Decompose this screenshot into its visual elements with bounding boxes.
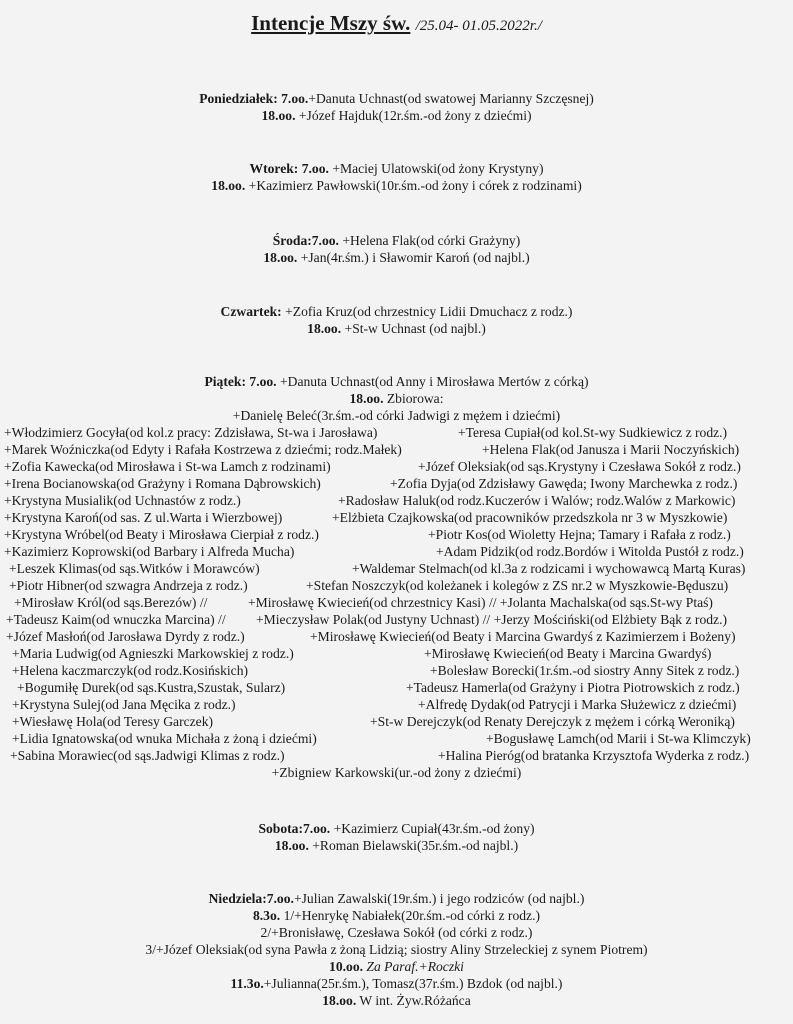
- friday-left-item: +Krystyna Sulej(od Jana Męcika z rodz.): [12, 697, 236, 712]
- sunday-time-2: 8.3o.: [252, 908, 281, 923]
- thursday-line-2: [0, 320, 793, 337]
- friday-left-item: +Tadeusz Kaim(od wnuczka Marcina) //: [6, 612, 226, 627]
- friday-left-item: +Leszek Klimas(od sąs.Witków i Morawców): [9, 561, 260, 576]
- friday-left-item: +Maria Ludwig(od Agnieszki Markowskiej z rodz.): [12, 646, 294, 661]
- friday-right-item: +Bolesław Borecki(1r.śm.-od siostry Anny Sitek z rodz.): [430, 663, 740, 678]
- friday-time-2: 18.oo.: [349, 391, 384, 406]
- saturday-intention-1: +Kazimierz Cupiał(43r.śm.-od żony): [330, 821, 535, 836]
- thursday-day: Czwartek:: [220, 304, 282, 319]
- friday-line-2: [0, 390, 793, 407]
- friday-collective-last: +Zbigniew Karkowski(ur.-od żony z dziećmi): [271, 765, 522, 780]
- saturday-time-2: 18.oo.: [274, 838, 309, 853]
- monday-line-1: [0, 90, 793, 107]
- tuesday-intention-1: +Maciej Ulatowski(od żony Krystyny): [328, 161, 544, 176]
- friday-right-item: +Bogusławę Lamch(od Marii i St-wa Klimczyk): [486, 731, 751, 746]
- sunday-line-1: [0, 890, 793, 907]
- sunday-day: Niedziela:7.oo.: [208, 891, 294, 906]
- friday-left-item: +Wiesławę Hola(od Teresy Garczek): [12, 714, 214, 729]
- tuesday-intention-2: +Kazimierz Pawłowski(10r.śm.-od żony i córek z rodzinami): [245, 178, 582, 193]
- friday-intention-1: +Danuta Uchnast(od Anny i Mirosława Mertów z córką): [276, 374, 589, 389]
- sunday-time-7: 18.oo.: [322, 993, 357, 1008]
- wednesday-line-1: [0, 232, 793, 249]
- friday-right-item: +Radosław Haluk(od rodz.Kuczerów i Walów; rodz.Walów z Markowic): [338, 493, 736, 508]
- friday-left-item: +Marek Woźniczka(od Edyty i Rafała Kostrzewa z dziećmi; rodz.Małek): [4, 442, 402, 457]
- friday-right-item: +Helena Flak(od Janusza i Marii Noczyńskich): [482, 442, 740, 457]
- friday-left-item: +Józef Masłoń(od Jarosława Dyrdy z rodz.): [6, 629, 245, 644]
- thursday-line-1: [0, 303, 793, 320]
- friday-left-item: +Bogumiłę Durek(od sąs.Kustra,Szustak, Sularz): [17, 680, 286, 695]
- saturday-day: Sobota:7.oo.: [258, 821, 331, 836]
- sunday-intention-3: 2/+Bronisławę, Czesława Sokół (od córki z rodz.): [260, 925, 533, 940]
- monday-intention-1: +Danuta Uchnast(od swatowej Marianny Szczęsnej): [308, 91, 594, 106]
- friday-left-item: +Krystyna Wróbel(od Beaty i Mirosława Cierpiał z rodz.): [4, 527, 319, 542]
- friday-left-item: +Włodzimierz Gocyła(od kol.z pracy: Zdzisława, St-wa i Jarosława): [4, 425, 378, 440]
- friday-left-item: +Sabina Morawiec(od sąs.Jadwigi Klimas z rodz.): [10, 748, 285, 763]
- monday-intention-2: +Józef Hajduk(12r.śm.-od żony z dziećmi): [295, 108, 532, 123]
- friday-left-item: +Krystyna Karoń(od sas. Z ul.Warta i Wierzbowej): [4, 510, 283, 525]
- sunday-intention-2: 1/+Henrykę Nabiałek(20r.śm.-od córki z rodz.): [280, 908, 540, 923]
- tuesday-day: Wtorek: 7.oo.: [249, 161, 329, 176]
- friday-left-item: +Kazimierz Koprowski(od Barbary i Alfreda Mucha): [4, 544, 295, 559]
- friday-left-item: +Zofia Kawecka(od Mirosława i St-wa Lamch z rodzinami): [4, 459, 331, 474]
- friday-day: Piątek: 7.oo.: [204, 374, 277, 389]
- friday-right-item: +Elżbieta Czajkowska(od pracowników przedszkola nr 3 w Myszkowie): [332, 510, 728, 525]
- sunday-time-6: 11.3o.: [230, 976, 264, 991]
- monday-line-2: [0, 107, 793, 124]
- title-main: Intencje Mszy św.: [251, 11, 411, 35]
- friday-line-1: [0, 373, 793, 390]
- friday-right-item: +Stefan Noszczyk(od koleżanek i kolegów z ZS nr.2 w Myszkowie-Będuszu): [306, 578, 729, 593]
- friday-right-item: +Zofia Dyja(od Zdzisławy Gawęda; Iwony Marchewka z rodz.): [390, 476, 738, 491]
- friday-collective-first: +Danielę Beleć(3r.śm.-od córki Jadwigi z mężem i dziećmi): [232, 408, 561, 423]
- friday-right-item: +Halina Pieróg(od bratanka Krzysztofa Wyderka z rodz.): [438, 748, 750, 763]
- friday-left-item: +Piotr Hibner(od szwagra Andrzeja z rodz.): [9, 578, 248, 593]
- friday-left-item: +Krystyna Musialik(od Uchnastów z rodz.): [4, 493, 241, 508]
- friday-right-item: +Teresa Cupiał(od kol.St-wy Sudkiewicz z rodz.): [458, 425, 728, 440]
- tuesday-line-1: [0, 160, 793, 177]
- friday-right-item: +Mieczysław Polak(od Justyny Uchnast) // +Jerzy Mościński(od Elżbiety Bąk z rodz.): [256, 612, 728, 627]
- wednesday-day: Środa:7.oo.: [272, 233, 339, 248]
- sunday-intention-5: Za Paraf.+Roczki: [363, 959, 464, 974]
- sunday-intention-7: W int. Żyw.Różańca: [356, 993, 471, 1008]
- friday-right-item: +Mirosławę Kwiecień(od Beaty i Marcina Gwardyś z Kazimierzem i Bożeny): [310, 629, 736, 644]
- friday-left-item: +Mirosław Król(od sąs.Berezów) //: [14, 595, 208, 610]
- friday-right-item: +Piotr Kos(od Wioletty Hejna; Tamary i Rafała z rodz.): [428, 527, 731, 542]
- sunday-line-6: [0, 975, 793, 992]
- title-dates: /25.04- 01.05.2022r./: [415, 18, 542, 34]
- tuesday-line-2: [0, 177, 793, 194]
- sunday-time-5: 10.oo.: [329, 959, 364, 974]
- friday-right-item: +Waldemar Stelmach(od kl.3a z rodzicami i wychowawcą Martą Kuras): [352, 561, 746, 576]
- friday-left-item: +Irena Bocianowska(od Grażyny i Romana Dąbrowskich): [4, 476, 321, 491]
- tuesday-time-2: 18.oo.: [211, 178, 246, 193]
- sunday-line-7: [0, 992, 793, 1009]
- thursday-intention-1: +Zofia Kruz(od chrzestnicy Lidii Dmuchacz z rodz.): [281, 304, 573, 319]
- friday-right-item: +Adam Pidzik(od rodz.Bordów i Witolda Pustół z rodz.): [436, 544, 744, 559]
- friday-right-item: +Mirosławę Kwiecień(od chrzestnicy Kasi) // +Jolanta Machalska(od sąs.St-wy Ptaś): [248, 595, 713, 610]
- friday-left-item: +Helena kaczmarczyk(od rodz.Kosińskich): [12, 663, 249, 678]
- friday-right-item: +Tadeusz Hamerla(od Grażyny i Piotra Piotrowskich z rodz.): [406, 680, 740, 695]
- friday-right-item: +Józef Oleksiak(od sąs.Krystyny i Czesława Sokół z rodz.): [418, 459, 741, 474]
- friday-right-item: +St-w Derejczyk(od Renaty Derejczyk z mężem i córką Weroniką): [370, 714, 735, 729]
- sunday-intention-1: +Julian Zawalski(19r.śm.) i jego rodziców (od najbl.): [293, 891, 585, 906]
- monday-day: Poniedziałek: 7.oo.: [199, 91, 309, 106]
- friday-left-item: +Lidia Ignatowska(od wnuka Michała z żoną i dziećmi): [12, 731, 317, 746]
- friday-right-item: +Alfredę Dydak(od Patrycji i Marka Służewicz z dziećmi): [418, 697, 737, 712]
- saturday-line-2: [0, 837, 793, 854]
- sunday-line-5: [0, 958, 793, 975]
- saturday-line-1: [0, 820, 793, 837]
- thursday-intention-2: +St-w Uchnast (od najbl.): [341, 321, 486, 336]
- sunday-intention-4: 3/+Józef Oleksiak(od syna Pawła z żoną Lidzią; siostry Aliny Strzeleckiej z synem Piotrem): [145, 942, 648, 957]
- friday-right-item: +Mirosławę Kwiecień(od Beaty i Marcina Gwardyś): [424, 646, 712, 661]
- wednesday-intention-1: +Helena Flak(od córki Grażyny): [338, 233, 521, 248]
- saturday-intention-2: +Roman Bielawski(35r.śm.-od najbl.): [308, 838, 519, 853]
- wednesday-time-2: 18.oo.: [263, 250, 298, 265]
- sunday-intention-6: +Julianna(25r.śm.), Tomasz(37r.śm.) Bzdok (od najbl.): [263, 976, 563, 991]
- wednesday-intention-2: +Jan(4r.śm.) i Sławomir Karoń (od najbl.): [297, 250, 530, 265]
- friday-intention-2: Zbiorowa:: [383, 391, 444, 406]
- wednesday-line-2: [0, 249, 793, 266]
- thursday-time-2: 18.oo.: [307, 321, 342, 336]
- page-title: [0, 10, 793, 39]
- monday-time-2: 18.oo.: [261, 108, 296, 123]
- sunday-line-2: [0, 907, 793, 924]
